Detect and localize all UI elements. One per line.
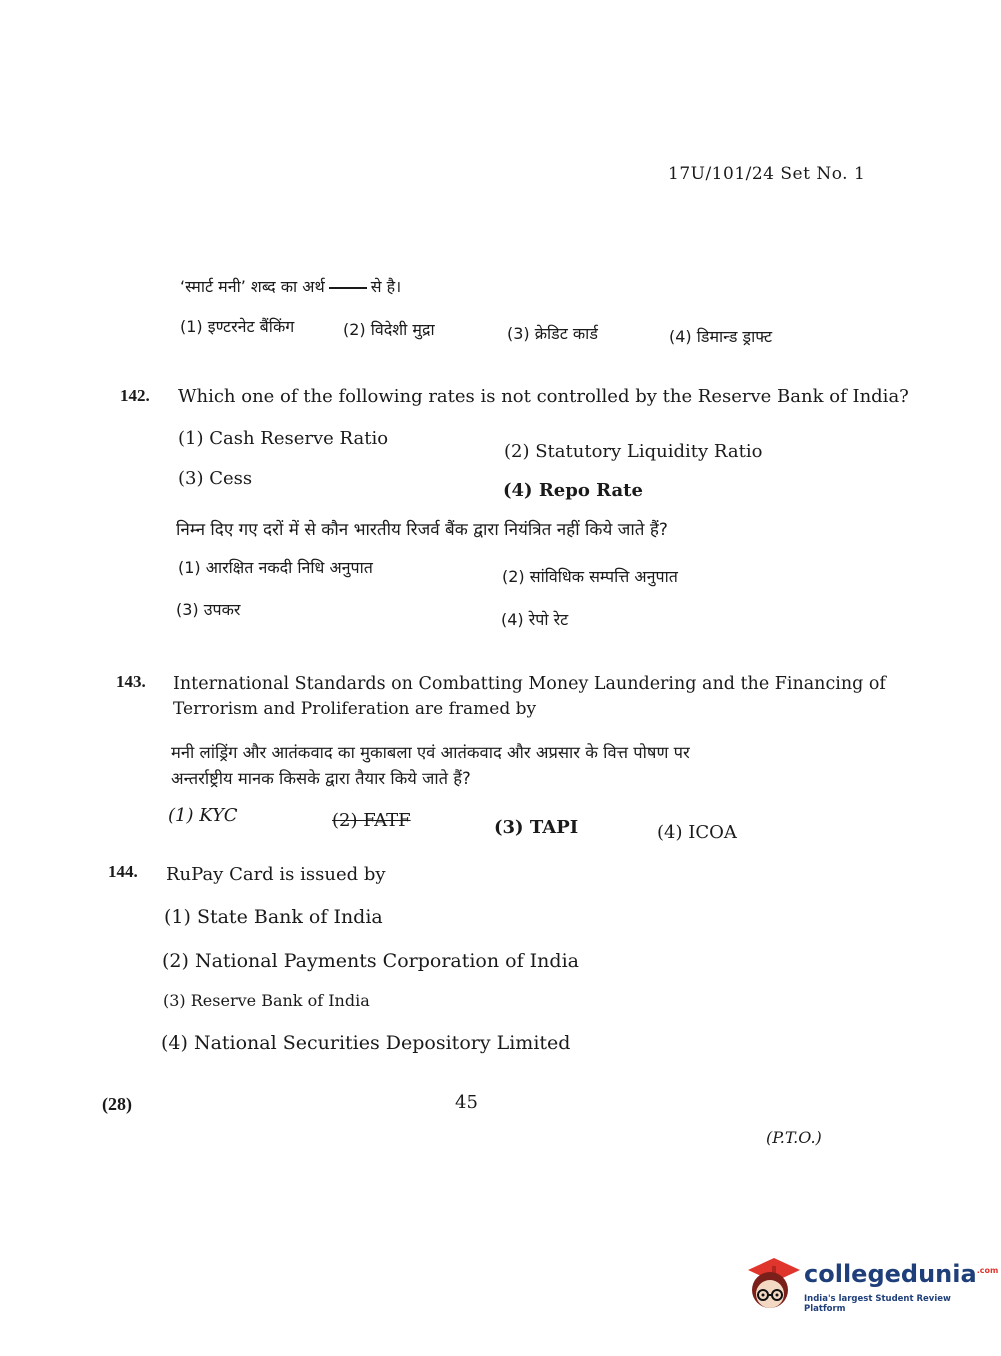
q141-hindi-question-part2: से है। <box>370 277 402 296</box>
q143-number: 143. <box>116 672 146 691</box>
brand-suffix: .com <box>976 1266 999 1275</box>
q144-number: 144. <box>108 862 138 881</box>
brand-name <box>804 1260 998 1288</box>
q141-option-3: (3) क्रेडिट कार्ड <box>507 324 598 343</box>
q142-option-4: (4) Repo Rate <box>503 480 643 501</box>
q142-option-2: (2) Statutory Liquidity Ratio <box>504 441 763 462</box>
q143-question-line2: Terrorism and Proliferation are framed by <box>173 699 537 719</box>
pto-label: (P.T.O.) <box>766 1128 822 1147</box>
q142-number: 142. <box>120 386 150 405</box>
q142-hindi-option-4: (4) रेपो रेट <box>501 610 569 629</box>
q141-hindi-question-part1: ‘स्मार्ट मनी’ शब्द का अर्थ <box>180 277 325 296</box>
q142-hindi-option-2: (2) सांविधिक सम्पत्ति अनुपात <box>502 567 678 586</box>
q142-hindi-question: निम्न दिए गए दरों में से कौन भारतीय रिजर्व बैंक द्वारा नियंत्रित नहीं किये जाते हैं? <box>176 520 668 540</box>
brand-tagline: India's largest Student Review Platform <box>804 1294 951 1314</box>
collegedunia-watermark <box>742 1252 999 1316</box>
q144-option-2: (2) National Payments Corporation of India <box>162 950 579 972</box>
q142-question: Which one of the following rates is not controlled by the Reserve Bank of India? <box>178 386 909 407</box>
mascot-logo-icon <box>742 1252 802 1316</box>
set-code: 17U/101/24 Set No. 1 <box>668 164 866 184</box>
q142-option-1: (1) Cash Reserve Ratio <box>178 428 389 449</box>
q142-hindi-option-1: (1) आरक्षित नकदी निधि अनुपात <box>178 558 373 577</box>
q142-hindi-option-3: (3) उपकर <box>176 600 241 619</box>
answer-blank <box>329 287 367 289</box>
q141-option-4: (4) डिमान्ड ड्राफ्ट <box>669 327 773 346</box>
q143-hindi-line2: अन्तर्राष्ट्रीय मानक किसके द्वारा तैयार किये जाते हैं? <box>171 769 471 788</box>
booklet-number: (28) <box>102 1094 132 1114</box>
q143-option-4: (4) ICOA <box>657 822 737 843</box>
brand-text: collegedunia <box>804 1260 977 1288</box>
page-number: 45 <box>455 1092 478 1113</box>
q141-option-2: (2) विदेशी मुद्रा <box>343 320 435 339</box>
q143-option-2: (2) FATF <box>332 810 411 831</box>
q143-hindi-line1: मनी लांड्रिंग और आतंकवाद का मुकाबला एवं आतंकवाद और अप्रसार के वित्त पोषण पर <box>171 743 690 762</box>
q144-question: RuPay Card is issued by <box>166 864 386 885</box>
q143-option-1: (1) KYC <box>168 805 238 826</box>
q144-option-3: (3) Reserve Bank of India <box>163 991 370 1010</box>
q143-option-3: (3) TAPI <box>494 817 579 838</box>
q144-option-1: (1) State Bank of India <box>164 906 383 928</box>
q141-option-1: (1) इण्टरनेट बैंकिंग <box>180 317 295 336</box>
q144-option-4: (4) National Securities Depository Limited <box>161 1032 571 1054</box>
q143-question-line1: International Standards on Combatting Money Laundering and the Financing of <box>173 674 886 694</box>
q141-hindi-question <box>180 275 401 297</box>
q142-option-3: (3) Cess <box>178 468 253 489</box>
